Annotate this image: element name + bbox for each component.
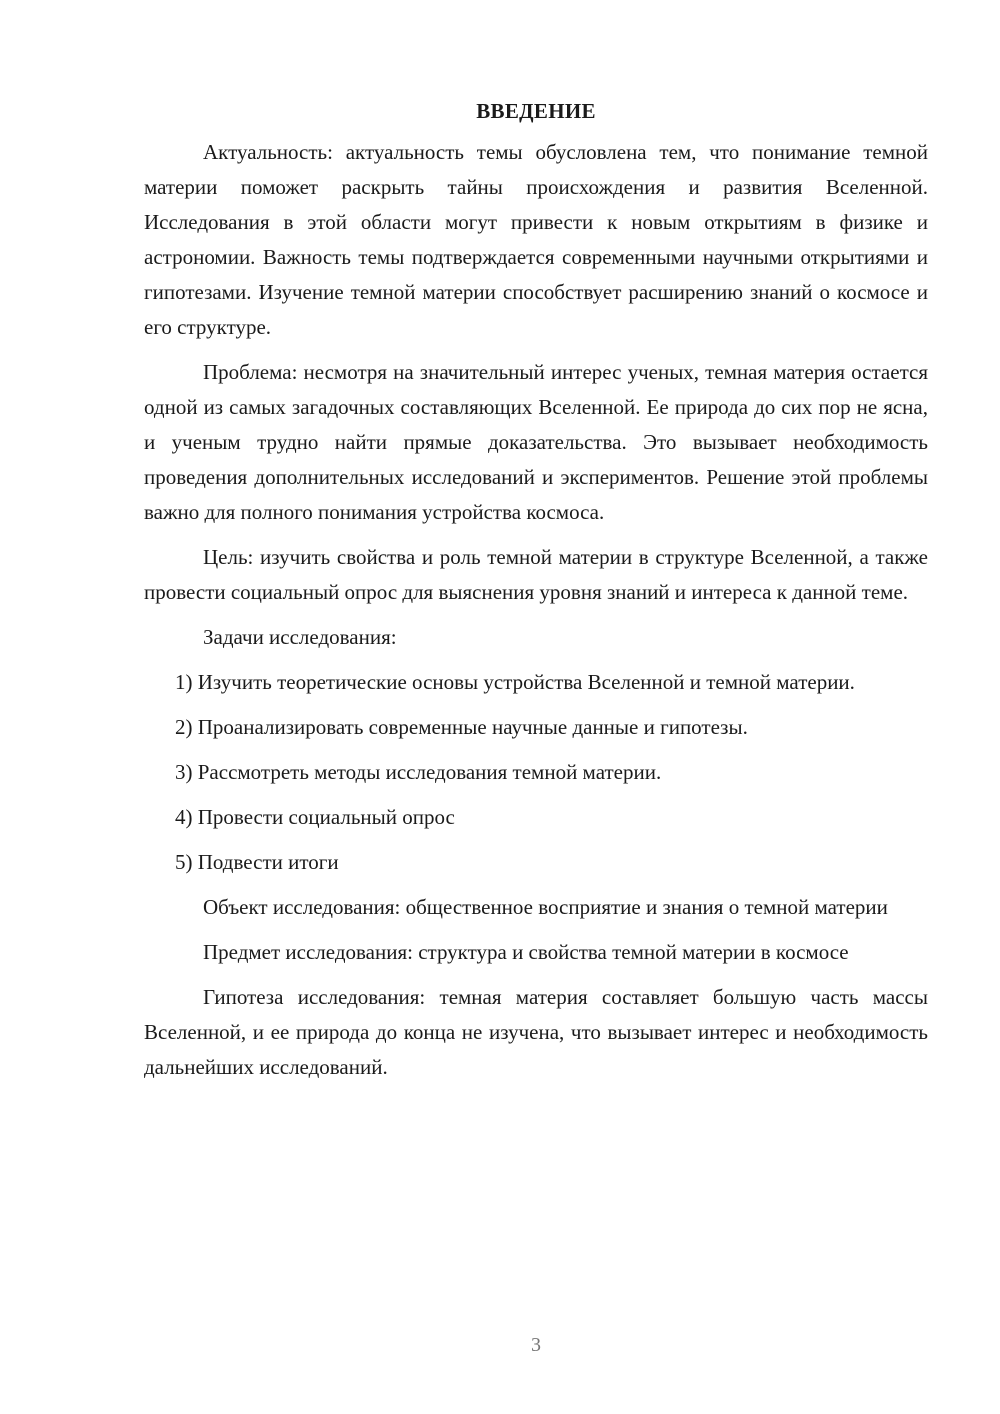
page-number: 3 [531,1334,541,1356]
task-item: 3) Рассмотреть методы исследования темной материи. [175,760,662,784]
page-title: ВВЕДЕНИЕ [476,99,596,123]
subject-paragraph: Предмет исследования: структура и свойства темной материи в космосе [203,940,849,964]
relevance-paragraph: Актуальность: актуальность темы обусловлена тем, что понимание темной материи поможет раскрыть тайны происхождения и развития Вселенной. Исследования в этой области могут привести к новым открытиям в физике и астрономии. Важность темы подтверждается современными научными открытиями и гипотезами. Изучение темной материи способствует расширению знаний о космосе и его структуре. [144,140,928,339]
tasks-list [144,665,928,880]
object-paragraph: Объект исследования: общественное восприятие и знания о темной материи [203,895,888,919]
task-item: 2) Проанализировать современные научные данные и гипотезы. [175,715,748,739]
task-item: 1) Изучить теоретические основы устройства Вселенной и темной материи. [175,670,855,694]
hypothesis-paragraph: Гипотеза исследования: темная материя составляет большую часть массы Вселенной, и ее природа до конца не изучена, что вызывает интерес и необходимость дальнейших исследований. [144,985,928,1079]
task-item: 4) Провести социальный опрос [175,805,455,829]
tasks-heading: Задачи исследования: [203,625,397,649]
problem-paragraph: Проблема: несмотря на значительный интерес ученых, темная материя остается одной из самых загадочных составляющих Вселенной. Ее природа до сих пор не ясна, и ученым трудно найти прямые доказательства. Это вызывает необходимость проведения дополнительных исследований и экспериментов. Решение этой проблемы важно для полного понимания устройства космоса. [144,360,928,524]
page-content [144,96,928,1095]
goal-paragraph: Цель: изучить свойства и роль темной материи в структуре Вселенной, а также провести социальный опрос для выяснения уровня знаний и интереса к данной теме. [144,545,928,604]
task-item: 5) Подвести итоги [175,850,339,874]
